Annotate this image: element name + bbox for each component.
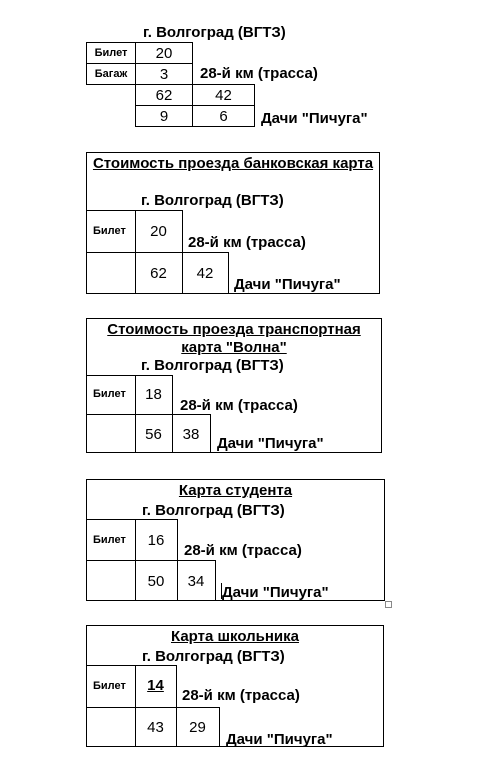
stop-vgtz: г. Волгоград (ВГТЗ) [143,24,286,41]
resize-handle[interactable] [385,601,392,608]
fare-second-b: 42 [196,265,214,282]
table-title: Стоимость проезда банковская карта [92,155,374,172]
table-title: Карта студента [178,482,293,499]
fare-first: 16 [147,532,165,549]
fare-ticket-first: 20 [135,42,193,64]
stop-pichuga: Дачи "Пичуга" [226,731,333,748]
stop-pichuga: Дачи "Пичуга" [217,435,324,452]
fare-table-school-card [86,625,384,747]
stop-vgtz: г. Волгоград (ВГТЗ) [141,192,284,209]
row-label-ticket: Билет [93,534,126,546]
stop-28km: 28-й км (трасса) [188,234,306,251]
stop-pichuga: Дачи "Пичуга" [234,276,341,293]
fare-second-b: 34 [187,573,205,590]
stop-vgtz: г. Волгоград (ВГТЗ) [142,502,285,519]
row-label-ticket: Билет [93,680,126,692]
fare-luggage-first: 3 [135,63,193,85]
fare-table-volna-card [86,318,382,453]
table-title: Стоимость проезда транспортная карта "Волна" [107,321,361,356]
stop-vgtz: г. Волгоград (ВГТЗ) [141,357,284,374]
fare-first: 20 [150,223,167,240]
fare-second-a: 56 [145,426,162,443]
fare-second-b: 38 [182,426,200,443]
fare-second-b: 29 [189,719,206,736]
fare-table-student-card [86,479,385,601]
fare-second-a: 50 [147,573,165,590]
fare-second-a: 62 [150,265,167,282]
stop-pichuga: Дачи "Пичуга" [261,110,368,127]
row-label-ticket: Билет [93,388,126,400]
row-label-ticket: Билет [93,225,126,237]
stop-28km: 28-й км (трасса) [182,687,300,704]
fare-ticket-second-b: 42 [192,84,255,106]
fare-second-a: 43 [147,719,164,736]
fare-luggage-second-a: 9 [135,105,193,127]
row-label-luggage: Багаж [86,63,136,85]
stop-28km: 28-й км (трасса) [200,65,318,82]
row-label-ticket: Билет [86,42,136,64]
fare-table-bank-card [86,152,380,294]
fare-first: 18 [145,386,162,403]
table-title: Карта школьника [171,628,299,645]
fare-first: 14 [147,677,164,694]
stop-28km: 28-й км (трасса) [180,397,298,414]
fare-ticket-second-a: 62 [135,84,193,106]
stop-vgtz: г. Волгоград (ВГТЗ) [142,648,285,665]
fare-luggage-second-b: 6 [192,105,255,127]
stop-pichuga: Дачи "Пичуга" [222,584,329,601]
stop-28km: 28-й км (трасса) [184,542,302,559]
